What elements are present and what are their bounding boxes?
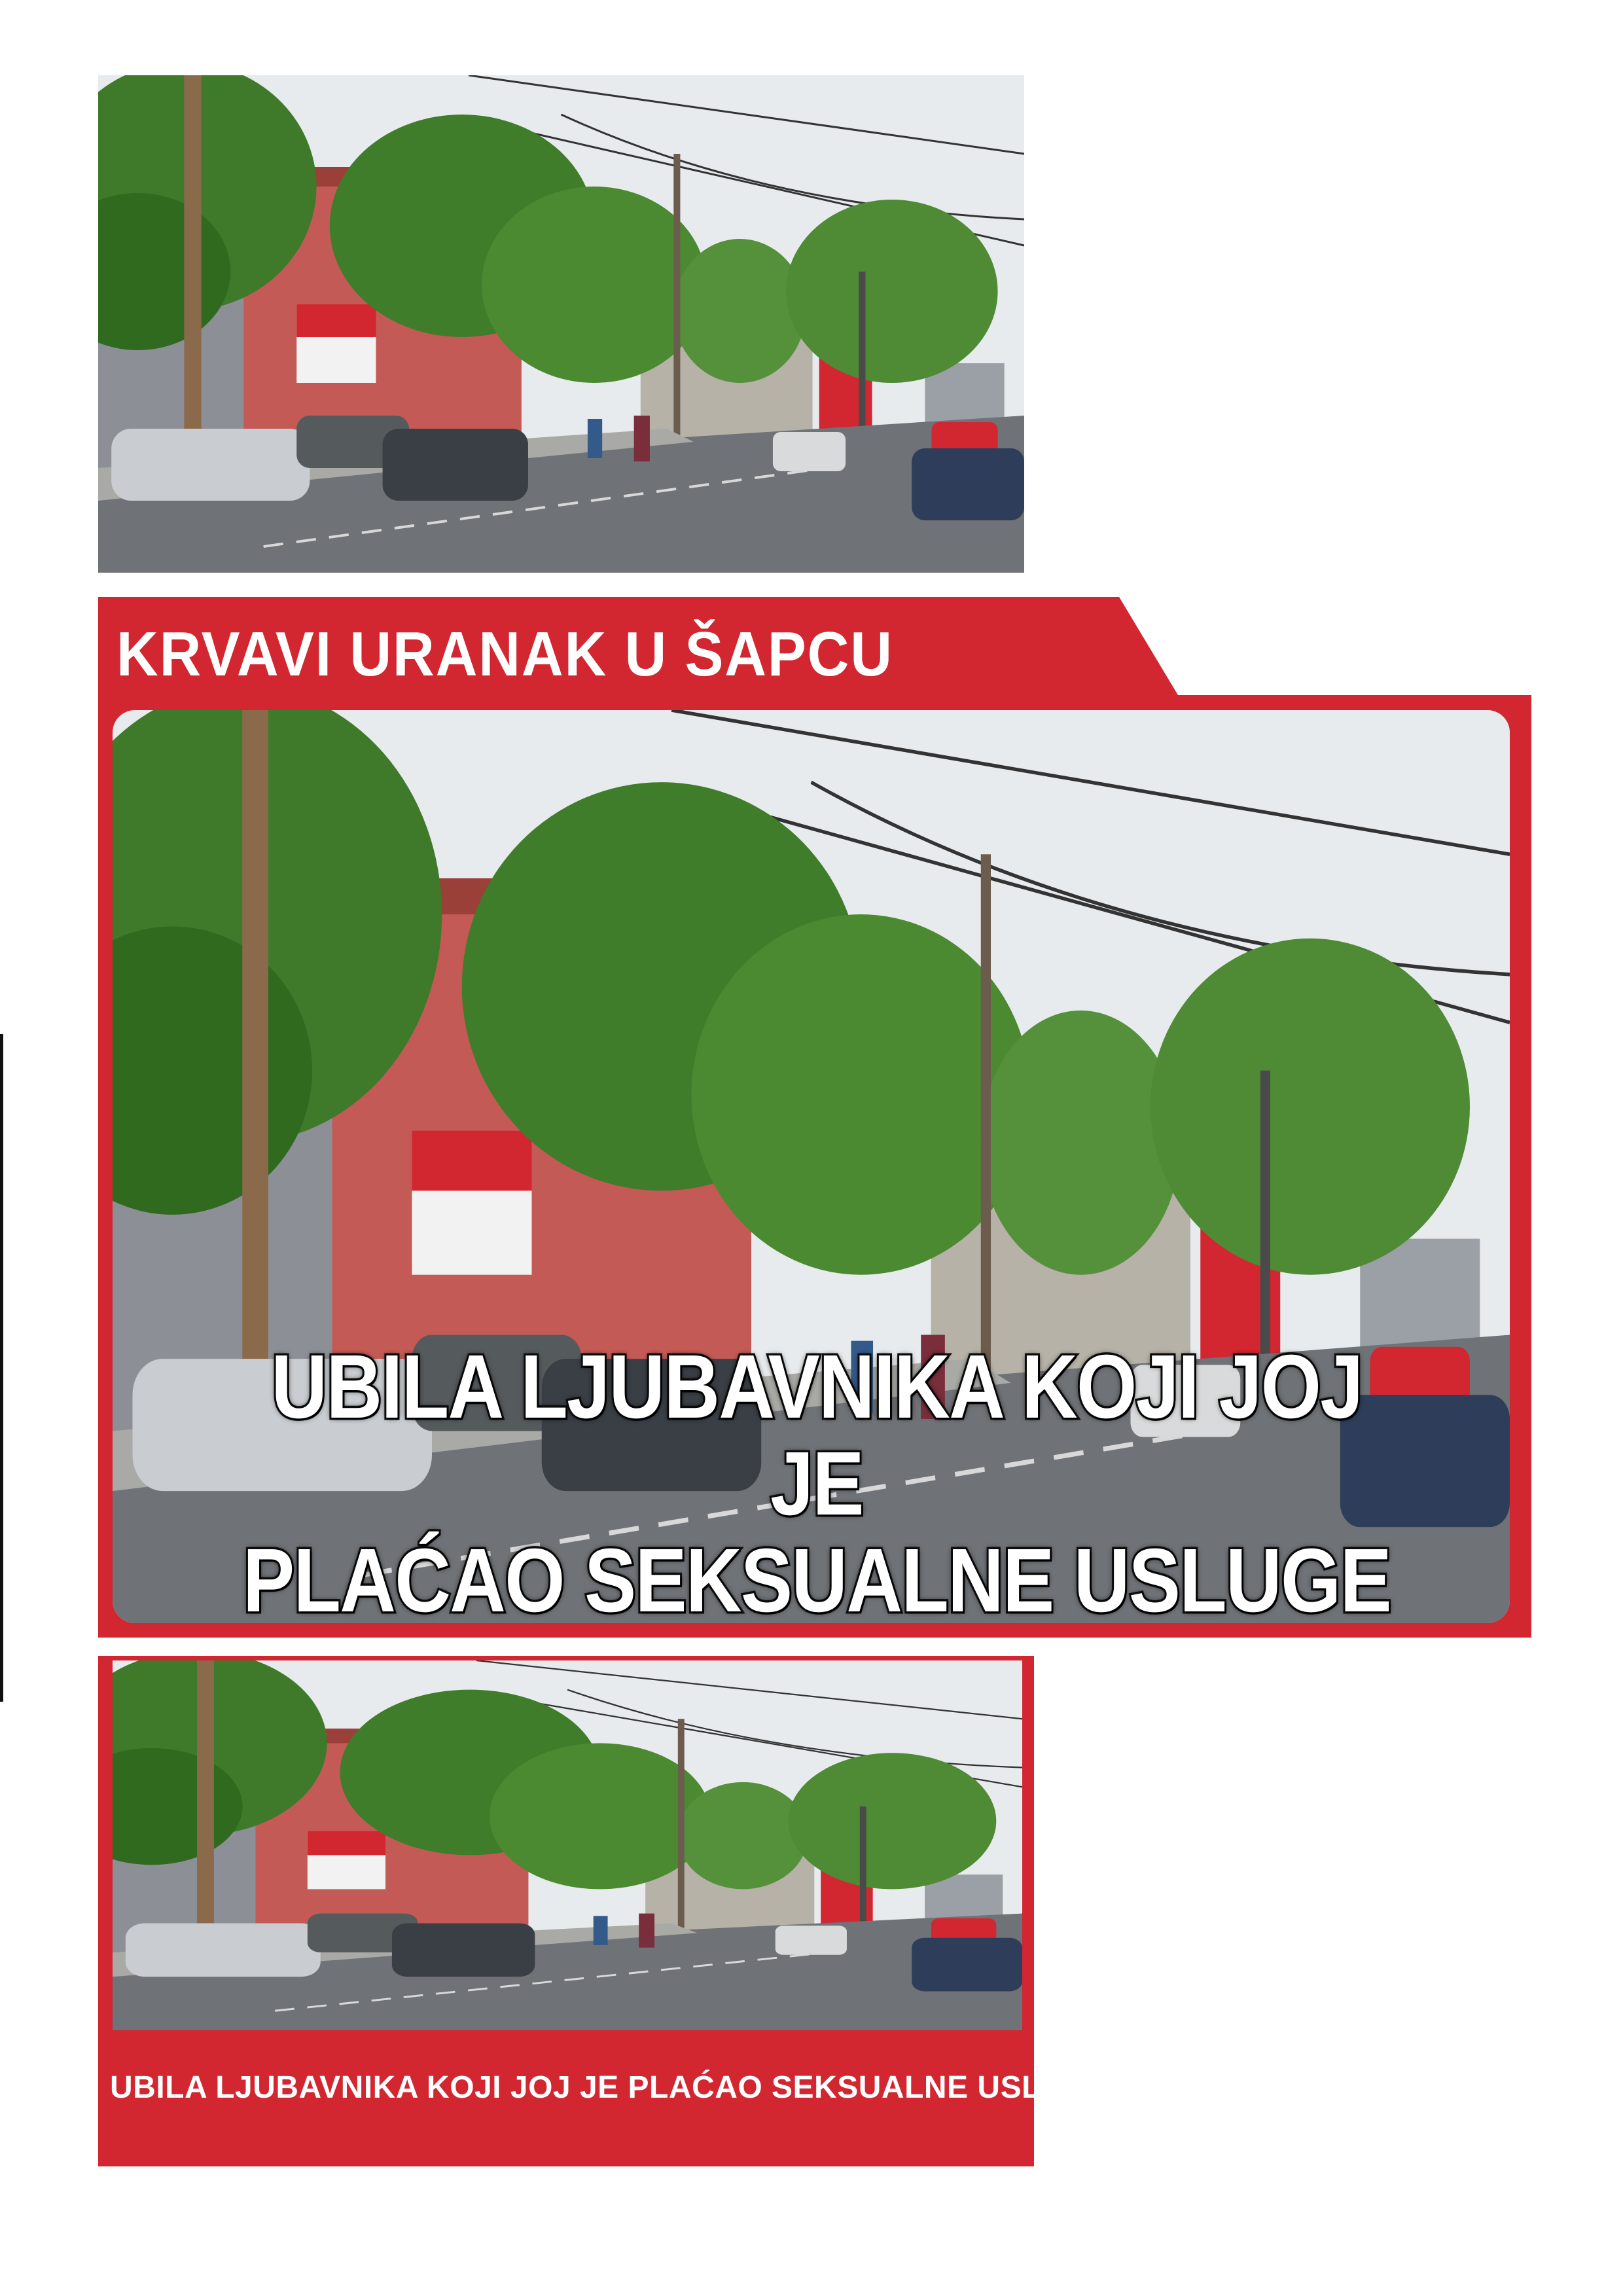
feature-headline [220, 1338, 1413, 1629]
feature-headline-line-1: UBILA LJUBAVNIKA KOJI JOJ JE [271, 1336, 1363, 1534]
street-photo-bottom [113, 1660, 1022, 2030]
bottom-caption: UBILA LJUBAVNIKA KOJI JOJ JE PLAĆAO SEKSUALNE USLUGE [110, 2070, 1111, 2105]
side-rule [0, 1034, 3, 1702]
feature-kicker: KRVAVI URANAK U ŠAPCU [116, 619, 893, 689]
feature-headline-line-2: PLAĆAO SEKSUALNE USLUGE [243, 1530, 1391, 1631]
street-photo-top [98, 75, 1024, 573]
